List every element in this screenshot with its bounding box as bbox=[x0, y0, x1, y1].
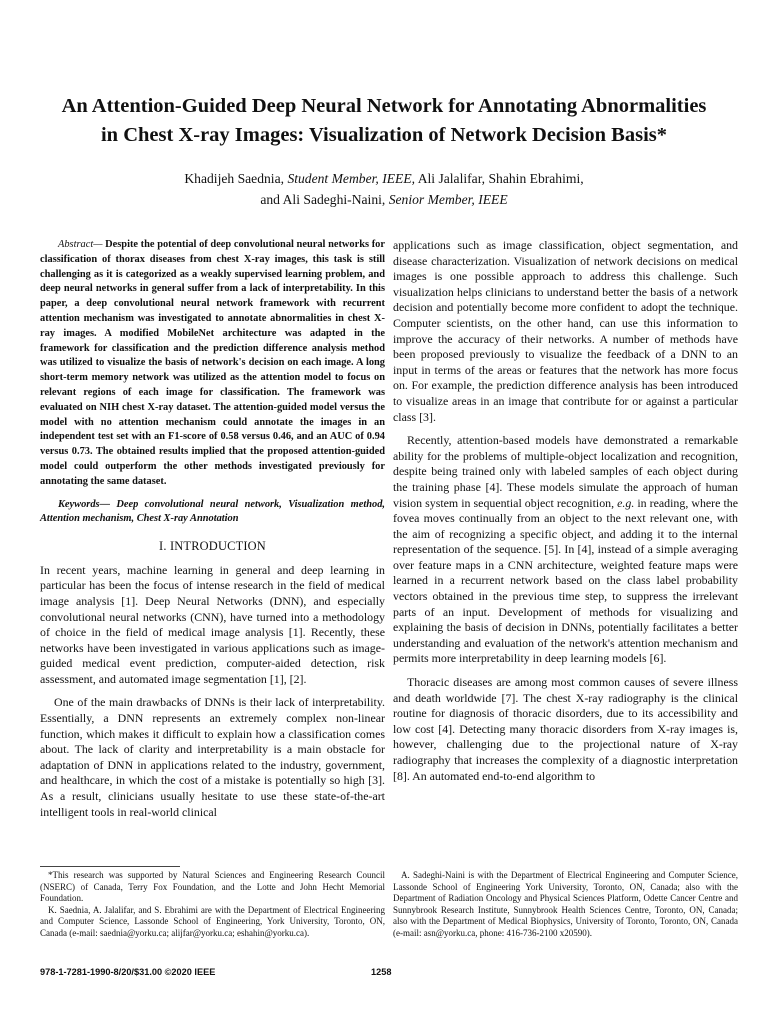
author-names-2: and Ali Sadeghi-Naini, bbox=[260, 192, 386, 207]
footnote-affiliation-2: A. Sadeghi-Naini is with the Department of Electrical Engineering and Computer Science, Lassonde School of Engineering York University, Toronto, ON, Canada; also with the Department of Radiation Oncology and Physical Sciences Platform, Odette Cancer Centre and Sunnybrook Research Institute, Sunnybrook Health Sciences Centre, Toronto, ON, Canada; also with the Department of Medical Biophysics, University of Toronto, Toronto, ON, Canada (e-mail: asn@yorku.ca, phone: 416-736-2100 x20590). bbox=[393, 870, 738, 938]
intro-paragraph-1: In recent years, machine learning in general and deep learning in particular has been the focus of intense research in the field of medical image analysis [1]. Deep Neural Networks (DNN), and especially convolutional neural networks (CNN), have turned into a methodology of choice in the field of medical image analysis [1]. Recently, these networks have been investigated in various applications such as image-guided medical event prediction, computer-aided detection, risk assessment, and automated image segmentation [1], [2]. bbox=[40, 562, 385, 686]
abstract-lead: Abstract— bbox=[58, 239, 103, 250]
author-line-1 bbox=[40, 168, 728, 189]
abstract-text: Despite the potential of deep convolutional neural networks for classification of thorax diseases from chest X-ray images, this task is still challenging as it is categorized as a weakly supervised learning problem, and deep neural networks in general suffer from a lack of interpretability. In this paper, a deep convolutional neural network framework with recurrent attention mechanism was investigated to annotate abnormalities in chest X-ray images. A modified MobileNet architecture was adapted in the framework for classification and the prediction difference analysis method was utilized to visualize the basis of network's decision on each image. A long short-term memory network was utilized as the attention model to focus on relevant regions of each image for classification. The framework was evaluated on NIH chest X-ray dataset. The attention-guided model versus the model with no attention mechanism could annotate the images in an independent test set with an F1-score of 0.58 versus 0.46, and an AUC of 0.94 versus 0.73. The obtained results implied that the proposed attention-guided model could outperform the other methods investigated previously for annotating the same dataset. bbox=[40, 239, 385, 487]
section-heading-introduction: I. INTRODUCTION bbox=[159, 539, 266, 554]
author-names-1b: Ali Jalalifar, Shahin Ebrahimi, bbox=[417, 171, 584, 186]
right-paragraph-2b: in reading, where the fovea moves continually from an object to the next relevant one, with the aim of recognizing a specific object, and adding it to the internal representation of the sequence. [5]. In [4], instead of a simple averaging over feature maps in a CNN architecture, weighted feature maps were learned in a recurrent network based on the class label probability vectors obtained in the previous time step, to suppress the irrelevant parts of an input. Development of methods for visualizing and explaining the basis of decision in DNNs, potentially facilitates a better understanding and evaluation of the network's attention mechanism and permits more interpretability in deep learning models [6]. bbox=[393, 495, 738, 666]
author-list bbox=[40, 168, 728, 210]
keywords-text: Deep convolutional neural network, Visualization method, Attention mechanism, Chest X-ray Annotation bbox=[40, 498, 385, 525]
footer-isbn: 978-1-7281-1990-8/20/$31.00 ©2020 IEEE bbox=[40, 967, 216, 977]
abstract bbox=[40, 238, 385, 490]
author-names-1: Khadijeh Saednia, bbox=[184, 171, 285, 186]
right-paragraph-2-eg: e.g. bbox=[617, 495, 635, 510]
page-number: 1258 bbox=[371, 967, 392, 977]
author-line-2 bbox=[40, 189, 728, 210]
title-line-1: An Attention-Guided Deep Neural Network for Annotating Abnormalities bbox=[61, 95, 707, 117]
author-role-2: Senior Member, IEEE bbox=[388, 192, 508, 207]
footnote-left bbox=[40, 870, 385, 940]
left-column bbox=[40, 238, 385, 828]
footnote-funding: *This research was supported by Natural Sciences and Engineering Research Council (NSERC) of Canada, Terry Fox Foundation, and the Lotte and John Hecht Memorial Foundation. bbox=[40, 870, 385, 904]
keywords-lead: Keywords— bbox=[58, 498, 110, 510]
right-paragraph-2a: Recently, attention-based models have demonstrated a remarkable ability for the problems of multiple-object localization and recognition, despite being trained only with labeled samples of each object during the training phase [4]. These models simulate the approach of human vision system in sequential object recognition, bbox=[393, 433, 738, 510]
author-role-1: Student Member, IEEE, bbox=[287, 171, 416, 186]
right-column bbox=[393, 238, 738, 792]
right-paragraph-2 bbox=[393, 433, 738, 667]
footnote-rule bbox=[40, 866, 180, 867]
keywords bbox=[40, 498, 385, 528]
intro-paragraph-2: One of the main drawbacks of DNNs is their lack of interpretability. Essentially, a DNN represents an extremely complex non-linear function, which makes it difficult to explain how a classification comes about. The lack of clarity and interpretability is a main obstacle for adaptation of DNN in applications related to the industry, government, and healthcare, in which the cost of a mistake is potentially so high [3]. As a result, clinicians usually hesitate to use these state-of-the-art intelligent tools in real-world clinical bbox=[40, 695, 385, 819]
paper-title bbox=[40, 92, 728, 150]
title-line-2: in Chest X-ray Images: Visualization of Network Decision Basis* bbox=[100, 124, 667, 146]
footnote-affiliation-1: K. Saednia, A. Jalalifar, and S. Ebrahimi are with the Department of Electrical Engineering and Computer Science, Lassonde School of Engineering, York University, Toronto, ON, Canada (e-mail: saednia@yorku.ca; alijfar@yorku.ca; eshahin@yorku.ca). bbox=[40, 904, 385, 938]
right-paragraph-1: applications such as image classification, object segmentation, and disease characterization. Visualization of network decisions on medical images is one possible approach to address this challenge. Such visualization helps clinicians to understand better the basis of a network decision and potentially become more confident to adopt the technique. Computer scientists, on the other hand, can use this information to improve the accuracy of their networks. A number of methods have been proposed previously to visualize the feedback of a DNN to an input in terms of the areas or features that the network has more focus on. For example, the prediction difference analysis has been introduced to visualize areas in an image that contribute for or against a particular class [3]. bbox=[393, 238, 738, 424]
footnote-right bbox=[393, 870, 738, 940]
right-paragraph-3: Thoracic diseases are among most common causes of severe illness and death worldwide [7]. The chest X-ray radiography is the clinical routine for diagnosis of thoracic disorders, due to its accessibility and low cost [4]. Detecting many thoracic disorders from X-ray images is, however, challenging due to the projectional nature of X-ray radiography that increases the complexity of a diagnostic interpretation [8]. An automated end-to-end algorithm to bbox=[393, 675, 738, 783]
